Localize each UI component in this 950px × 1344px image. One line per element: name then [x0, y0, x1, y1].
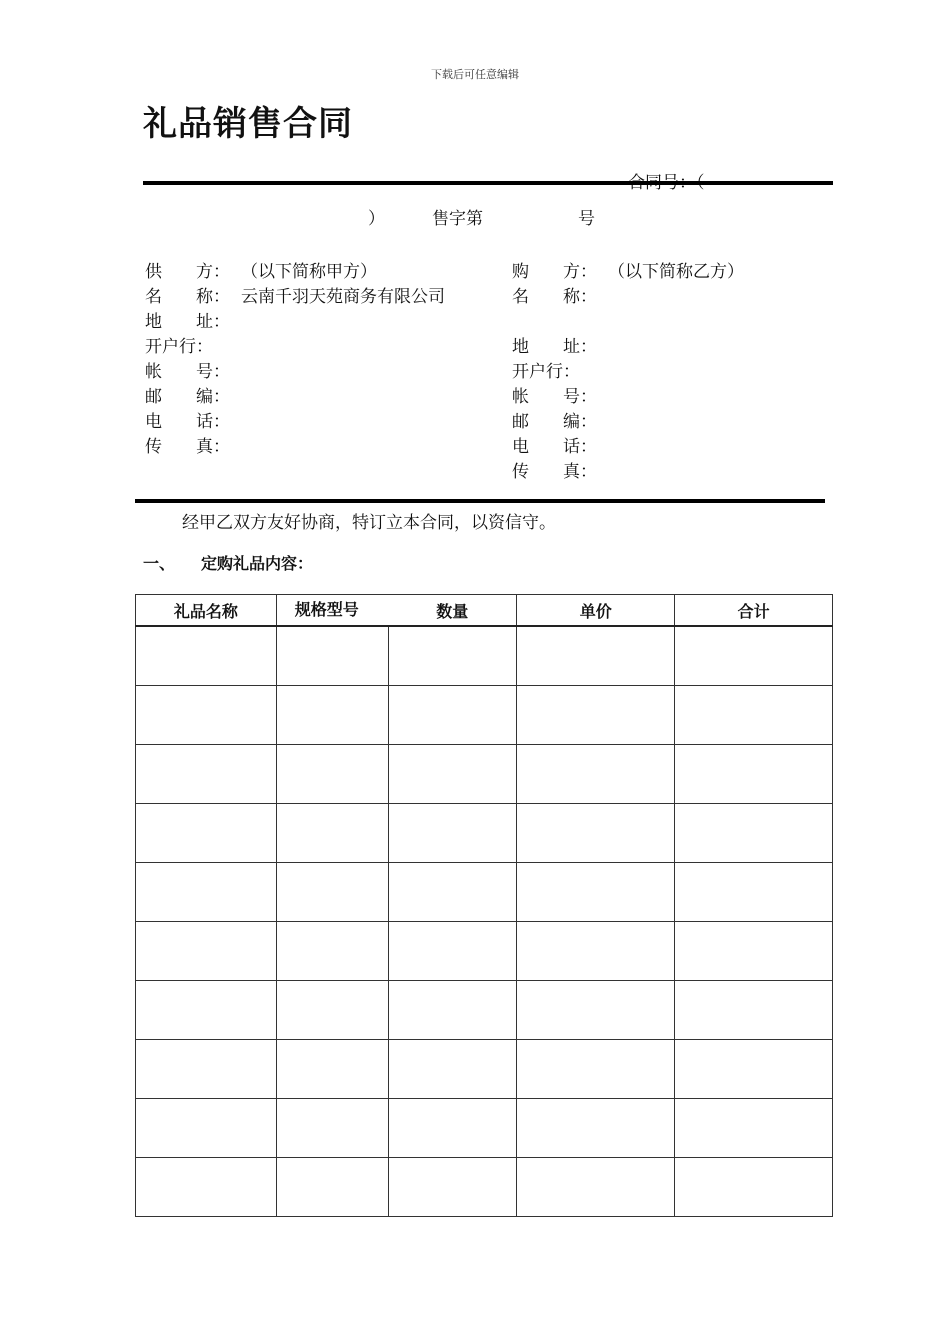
cell-unit-price[interactable] [517, 745, 675, 804]
supplier-address-label: 地 址： [145, 312, 230, 332]
buyer-fax-label: 传 真： [512, 462, 597, 482]
cell-unit-price[interactable] [517, 626, 675, 686]
buyer-bank-row [512, 360, 832, 385]
cell-total[interactable] [675, 626, 833, 686]
supplier-account-row [145, 360, 465, 385]
table-row [136, 686, 833, 745]
cell-quantity[interactable] [388, 863, 517, 922]
cell-total[interactable] [675, 981, 833, 1040]
cell-name[interactable] [136, 1040, 277, 1099]
buyer-postcode-row [512, 410, 832, 435]
col-header-quantity: 数量 [388, 595, 517, 627]
cell-name[interactable] [136, 745, 277, 804]
cell-quantity[interactable] [388, 1158, 517, 1217]
buyer-postcode-label: 邮 编： [512, 412, 597, 432]
supplier-postcode-row [145, 385, 465, 410]
supplier-account-label: 帐 号： [145, 362, 230, 382]
cell-total[interactable] [675, 1158, 833, 1217]
supplier-party-value: （以下简称甲方） [241, 262, 377, 282]
cell-name[interactable] [136, 1158, 277, 1217]
cell-spec[interactable] [276, 863, 388, 922]
supplier-name-value: 云南千羽天苑商务有限公司 [241, 287, 445, 307]
supplier-postcode-label: 邮 编： [145, 387, 230, 407]
col-header-spec: 规格型号 [276, 595, 388, 627]
intro-paragraph: 经甲乙双方友好协商，特订立本合同，以资信守。 [182, 513, 556, 533]
buyer-fax-row [512, 460, 832, 485]
cell-spec[interactable] [276, 1040, 388, 1099]
supplier-address-row [145, 310, 465, 335]
buyer-spacer-row [512, 310, 832, 335]
section-number: 一、 [143, 554, 176, 573]
cell-name[interactable] [136, 922, 277, 981]
cell-quantity[interactable] [388, 981, 517, 1040]
contract-sale-prefix: 售字第 [432, 209, 483, 229]
cell-spec[interactable] [276, 922, 388, 981]
supplier-bank-label: 开户行： [145, 337, 213, 357]
supplier-party-label: 供 方： [145, 262, 230, 282]
cell-spec[interactable] [276, 1158, 388, 1217]
col-header-unit-price: 单价 [517, 595, 675, 627]
cell-spec[interactable] [276, 981, 388, 1040]
cell-quantity[interactable] [388, 804, 517, 863]
cell-quantity[interactable] [388, 626, 517, 686]
cell-quantity[interactable] [388, 745, 517, 804]
supplier-bank-row [145, 335, 465, 360]
cell-quantity[interactable] [388, 922, 517, 981]
supplier-name-label: 名 称： [145, 287, 230, 307]
cell-unit-price[interactable] [517, 922, 675, 981]
cell-name[interactable] [136, 626, 277, 686]
table-row [136, 1099, 833, 1158]
cell-unit-price[interactable] [517, 1158, 675, 1217]
col-header-total: 合计 [675, 595, 833, 627]
buyer-account-row [512, 385, 832, 410]
supplier-party-row [145, 260, 465, 285]
cell-spec[interactable] [276, 804, 388, 863]
cell-name[interactable] [136, 1099, 277, 1158]
cell-total[interactable] [675, 686, 833, 745]
section-heading [143, 551, 313, 574]
cell-name[interactable] [136, 981, 277, 1040]
cell-unit-price[interactable] [517, 863, 675, 922]
cell-name[interactable] [136, 804, 277, 863]
buyer-phone-label: 电 话： [512, 437, 597, 457]
top-divider [143, 181, 833, 185]
cell-name[interactable] [136, 686, 277, 745]
buyer-name-row [512, 285, 832, 310]
table-row [136, 1040, 833, 1099]
cell-unit-price[interactable] [517, 1040, 675, 1099]
cell-unit-price[interactable] [517, 1099, 675, 1158]
cell-total[interactable] [675, 922, 833, 981]
cell-total[interactable] [675, 863, 833, 922]
col-header-name: 礼品名称 [136, 595, 277, 627]
section-title: 定购礼品内容： [201, 554, 314, 573]
buyer-party-value: （以下简称乙方） [608, 262, 744, 282]
table-row [136, 863, 833, 922]
table-row [136, 804, 833, 863]
contract-number-close: ） [368, 209, 385, 229]
buyer-address-label: 地 址： [512, 337, 597, 357]
cell-total[interactable] [675, 1099, 833, 1158]
cell-spec[interactable] [276, 1099, 388, 1158]
cell-unit-price[interactable] [517, 804, 675, 863]
table-row [136, 981, 833, 1040]
cell-unit-price[interactable] [517, 686, 675, 745]
cell-spec[interactable] [276, 626, 388, 686]
table-body [136, 626, 833, 1217]
table-row [136, 745, 833, 804]
table-header-row [136, 595, 833, 627]
cell-quantity[interactable] [388, 1099, 517, 1158]
buyer-account-label: 帐 号： [512, 387, 597, 407]
supplier-fax-row [145, 435, 465, 460]
gift-items-table [135, 594, 833, 1217]
table-row [136, 1158, 833, 1217]
cell-name[interactable] [136, 863, 277, 922]
buyer-block [512, 260, 832, 485]
header-note: 下载后可任意编辑 [431, 68, 519, 81]
buyer-phone-row [512, 435, 832, 460]
document-title: 礼品销售合同 [143, 104, 353, 144]
cell-unit-price[interactable] [517, 981, 675, 1040]
cell-quantity[interactable] [388, 1040, 517, 1099]
supplier-fax-label: 传 真： [145, 437, 230, 457]
cell-quantity[interactable] [388, 686, 517, 745]
buyer-bank-label: 开户行： [512, 362, 580, 382]
buyer-party-label: 购 方： [512, 262, 597, 282]
cell-spec[interactable] [276, 686, 388, 745]
table-row [136, 626, 833, 686]
supplier-phone-label: 电 话： [145, 412, 230, 432]
table-row [136, 922, 833, 981]
cell-spec[interactable] [276, 745, 388, 804]
cell-total[interactable] [675, 745, 833, 804]
party-divider [135, 499, 825, 503]
cell-total[interactable] [675, 1040, 833, 1099]
buyer-party-row [512, 260, 832, 285]
cell-total[interactable] [675, 804, 833, 863]
buyer-address-row [512, 335, 832, 360]
supplier-phone-row [145, 410, 465, 435]
contract-number-suffix: 号 [578, 209, 595, 229]
buyer-name-label: 名 称： [512, 287, 597, 307]
